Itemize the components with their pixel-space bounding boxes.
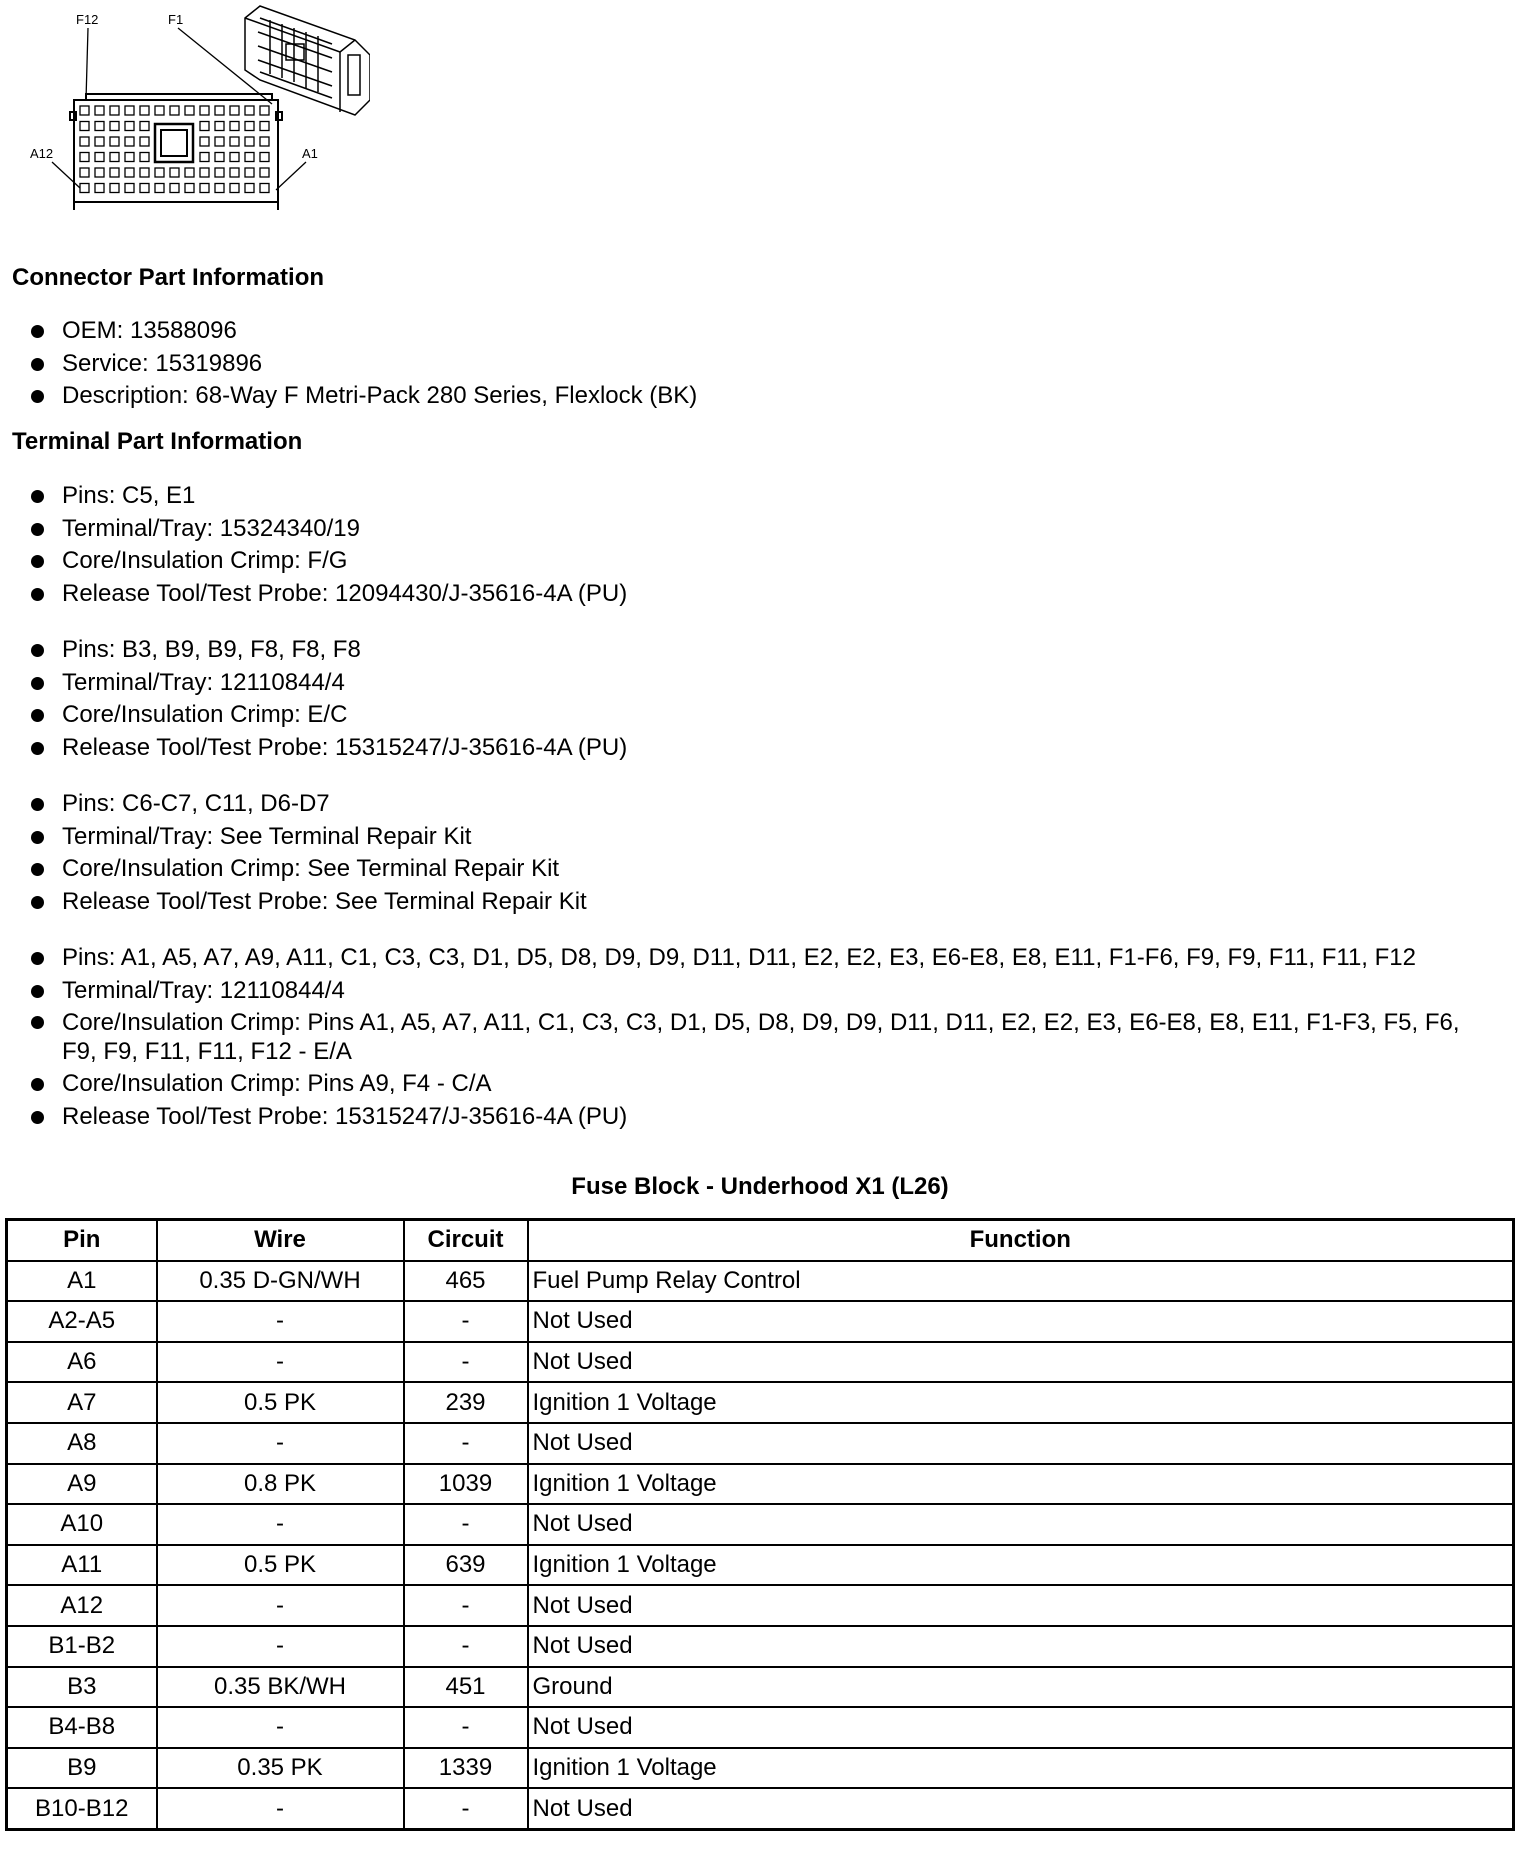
cell-wire: - xyxy=(157,1788,404,1829)
list-item-text: Pins: B3, B9, B9, F8, F8, F8 xyxy=(62,636,361,663)
list-item xyxy=(30,886,1500,919)
cell-pin: A7 xyxy=(7,1382,157,1423)
label-f12: F12 xyxy=(76,12,99,27)
table-row xyxy=(7,1504,1514,1545)
list-item xyxy=(30,513,1500,546)
cell-circuit: - xyxy=(404,1504,528,1545)
bullet-icon xyxy=(31,1016,44,1029)
cell-pin: A6 xyxy=(7,1342,157,1383)
connector-info-heading: Connector Part Information xyxy=(12,264,325,291)
cell-wire: - xyxy=(157,1585,404,1626)
bullet-icon xyxy=(31,677,44,690)
cell-pin: B1-B2 xyxy=(7,1626,157,1667)
cell-function: Not Used xyxy=(528,1585,1514,1626)
bullet-icon xyxy=(31,798,44,811)
list-item-text: Pins: C5, E1 xyxy=(62,482,196,509)
terminal-group-2 xyxy=(30,634,1500,764)
cell-wire: 0.35 PK xyxy=(157,1748,404,1789)
cell-circuit: - xyxy=(404,1342,528,1383)
list-item-text: Release Tool/Test Probe: 12094430/J-35616-4A (PU) xyxy=(62,579,628,607)
table-row xyxy=(7,1667,1514,1708)
list-item xyxy=(30,480,1500,513)
cell-wire: 0.8 PK xyxy=(157,1464,404,1505)
list-item-text: Release Tool/Test Probe: 15315247/J-35616-4A (PU) xyxy=(62,1102,628,1130)
connector-info-list xyxy=(30,315,1500,413)
table-header-row xyxy=(7,1220,1514,1261)
list-item-text: Core/Insulation Crimp: Pins A1, A5, A7, A11, C1, C3, C3, D1, D5, D8, D9, D9, D11, D11, E2, E2, E3, E6-E8, E8, E11, F1-F3, F5, F6, F9, F9, F11, F11, F12 - E/A xyxy=(62,1009,1460,1065)
header-circuit: Circuit xyxy=(404,1220,528,1261)
list-item xyxy=(30,853,1500,886)
cell-circuit: 465 xyxy=(404,1261,528,1302)
cell-pin: B3 xyxy=(7,1667,157,1708)
cell-pin: A1 xyxy=(7,1261,157,1302)
cell-circuit: 1339 xyxy=(404,1748,528,1789)
list-item-text: Description: 68-Way F Metri-Pack 280 Series, Flexlock (BK) xyxy=(62,382,698,409)
bullet-icon xyxy=(31,644,44,657)
cell-wire: 0.35 D-GN/WH xyxy=(157,1261,404,1302)
list-item-text: Release Tool/Test Probe: See Terminal Repair Kit xyxy=(62,887,587,915)
cell-function: Fuel Pump Relay Control xyxy=(528,1261,1514,1302)
list-item-text: Terminal/Tray: 12110844/4 xyxy=(62,976,345,1004)
table-caption: Fuse Block - Underhood X1 (L26) xyxy=(571,1173,949,1200)
table-row xyxy=(7,1585,1514,1626)
table-row xyxy=(7,1342,1514,1383)
cell-wire: - xyxy=(157,1707,404,1748)
list-item-text: Core/Insulation Crimp: F/G xyxy=(62,547,348,574)
cell-circuit: 239 xyxy=(404,1382,528,1423)
bullet-icon xyxy=(31,863,44,876)
cell-function: Ground xyxy=(528,1667,1514,1708)
table-row xyxy=(7,1545,1514,1586)
pin-cavities xyxy=(80,106,269,193)
bullet-icon xyxy=(31,325,44,338)
list-item-text: Pins: A1, A5, A7, A9, A11, C1, C3, C3, D1, D5, D8, D9, D9, D11, D11, E2, E2, E3, E6-E8, E8, E11, F1-F6, F9, F9, F11, F11, F12 xyxy=(62,944,1416,971)
list-item xyxy=(30,821,1500,854)
cell-circuit: - xyxy=(404,1423,528,1464)
cell-wire: - xyxy=(157,1423,404,1464)
cell-pin: A2-A5 xyxy=(7,1301,157,1342)
cell-function: Not Used xyxy=(528,1342,1514,1383)
list-item-text: Terminal/Tray: See Terminal Repair Kit xyxy=(62,822,472,850)
cell-pin: B9 xyxy=(7,1748,157,1789)
cell-wire: - xyxy=(157,1504,404,1545)
header-function: Function xyxy=(528,1220,1514,1261)
list-item-text: Pins: C6-C7, C11, D6-D7 xyxy=(62,790,330,817)
list-item xyxy=(30,348,1500,381)
bullet-icon xyxy=(31,831,44,844)
connector-face xyxy=(70,94,282,210)
list-item xyxy=(30,1007,1500,1068)
cell-pin: A8 xyxy=(7,1423,157,1464)
list-item-text: Service: 15319896 xyxy=(62,349,263,377)
cell-pin: A10 xyxy=(7,1504,157,1545)
cell-pin: A11 xyxy=(7,1545,157,1586)
header-wire: Wire xyxy=(157,1220,404,1261)
cell-function: Not Used xyxy=(528,1707,1514,1748)
cell-circuit: - xyxy=(404,1788,528,1829)
list-item xyxy=(30,315,1500,348)
cell-circuit: 451 xyxy=(404,1667,528,1708)
list-item-text: Core/Insulation Crimp: See Terminal Repair Kit xyxy=(62,855,560,882)
cell-function: Not Used xyxy=(528,1504,1514,1545)
cell-function: Ignition 1 Voltage xyxy=(528,1464,1514,1505)
list-item xyxy=(30,788,1500,821)
bullet-icon xyxy=(31,709,44,722)
list-item xyxy=(30,732,1500,765)
table-row xyxy=(7,1788,1514,1829)
bullet-icon xyxy=(31,358,44,371)
table-row xyxy=(7,1748,1514,1789)
bullet-icon xyxy=(31,896,44,909)
list-item xyxy=(30,1068,1500,1101)
cell-circuit: - xyxy=(404,1707,528,1748)
table-row xyxy=(7,1626,1514,1667)
connector-diagram xyxy=(30,0,370,215)
table-row xyxy=(7,1423,1514,1464)
list-item xyxy=(30,380,1500,413)
bullet-icon xyxy=(31,742,44,755)
list-item-text: Release Tool/Test Probe: 15315247/J-35616-4A (PU) xyxy=(62,733,628,761)
bullet-icon xyxy=(31,523,44,536)
header-pin: Pin xyxy=(7,1220,157,1261)
terminal-group-4 xyxy=(30,942,1500,1133)
list-item xyxy=(30,667,1500,700)
cell-wire: 0.35 BK/WH xyxy=(157,1667,404,1708)
table-row xyxy=(7,1382,1514,1423)
cell-wire: 0.5 PK xyxy=(157,1545,404,1586)
cell-circuit: - xyxy=(404,1301,528,1342)
bullet-icon xyxy=(31,1078,44,1091)
cell-function: Ignition 1 Voltage xyxy=(528,1545,1514,1586)
list-item-text: Terminal/Tray: 12110844/4 xyxy=(62,668,345,696)
list-item xyxy=(30,942,1500,975)
cell-function: Not Used xyxy=(528,1788,1514,1829)
list-item-text: Terminal/Tray: 15324340/19 xyxy=(62,514,360,542)
cell-circuit: 1039 xyxy=(404,1464,528,1505)
list-item xyxy=(30,545,1500,578)
list-item-text: Core/Insulation Crimp: E/C xyxy=(62,701,348,728)
cell-function: Ignition 1 Voltage xyxy=(528,1382,1514,1423)
label-a12: A12 xyxy=(30,146,54,161)
table-row xyxy=(7,1464,1514,1505)
table-row xyxy=(7,1707,1514,1748)
list-item xyxy=(30,975,1500,1008)
cell-function: Ignition 1 Voltage xyxy=(528,1748,1514,1789)
bullet-icon xyxy=(31,1111,44,1124)
connector-isometric-view xyxy=(245,6,370,115)
bullet-icon xyxy=(31,952,44,965)
terminal-info-heading: Terminal Part Information xyxy=(12,428,303,455)
cell-pin: B4-B8 xyxy=(7,1707,157,1748)
cell-wire: - xyxy=(157,1301,404,1342)
cell-pin: A12 xyxy=(7,1585,157,1626)
table-row xyxy=(7,1261,1514,1302)
pinout-table xyxy=(5,1218,1515,1831)
cell-wire: 0.5 PK xyxy=(157,1382,404,1423)
bullet-icon xyxy=(31,588,44,601)
cell-pin: B10-B12 xyxy=(7,1788,157,1829)
bullet-icon xyxy=(31,490,44,503)
cell-circuit: 639 xyxy=(404,1545,528,1586)
bullet-icon xyxy=(31,390,44,403)
cell-wire: - xyxy=(157,1626,404,1667)
bullet-icon xyxy=(31,985,44,998)
cell-wire: - xyxy=(157,1342,404,1383)
cell-function: Not Used xyxy=(528,1626,1514,1667)
list-item xyxy=(30,634,1500,667)
cell-function: Not Used xyxy=(528,1301,1514,1342)
list-item xyxy=(30,578,1500,611)
terminal-group-3 xyxy=(30,788,1500,918)
table-row xyxy=(7,1301,1514,1342)
cell-pin: A9 xyxy=(7,1464,157,1505)
label-a1: A1 xyxy=(302,146,318,161)
cell-circuit: - xyxy=(404,1585,528,1626)
cell-circuit: - xyxy=(404,1626,528,1667)
label-f1: F1 xyxy=(168,12,184,27)
bullet-icon xyxy=(31,555,44,568)
list-item-text: OEM: 13588096 xyxy=(62,317,237,344)
cell-function: Not Used xyxy=(528,1423,1514,1464)
list-item-text: Core/Insulation Crimp: Pins A9, F4 - C/A xyxy=(62,1070,492,1097)
terminal-group-1 xyxy=(30,480,1500,610)
list-item xyxy=(30,699,1500,732)
list-item xyxy=(30,1101,1500,1134)
